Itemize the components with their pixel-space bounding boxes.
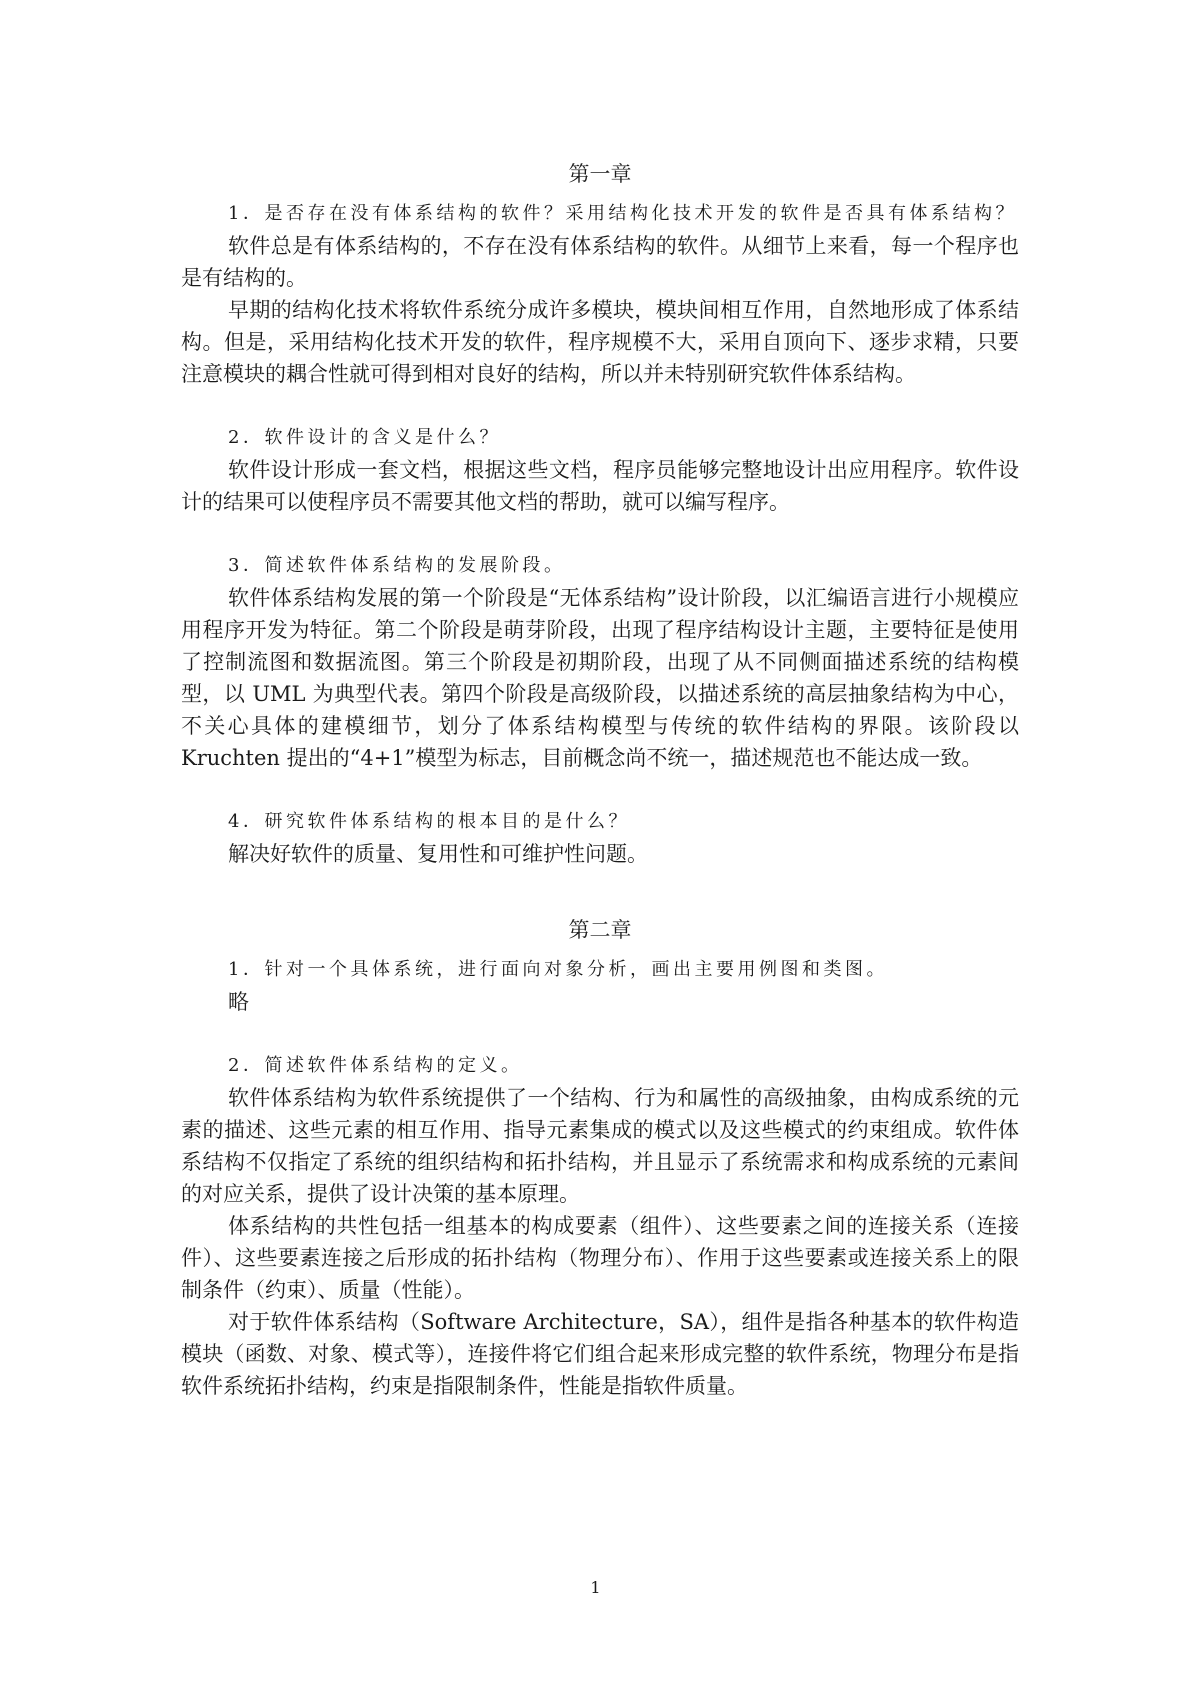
spacer — [181, 518, 1019, 550]
chapter-1-answer-2-paragraph-1: 软件设计形成一套文档，根据这些文档，程序员能够完整地设计出应用程序。软件设计的结果可以使程序员不需要其他文档的帮助，就可以编写程序。 — [181, 458, 1019, 514]
chapter-1-answer-1-paragraph-1: 软件总是有体系结构的，不存在没有体系结构的软件。从细节上来看，每一个程序也是有结构的。 — [181, 234, 1019, 290]
chapter-1-answer-3-paragraph-1: 软件体系结构发展的第一个阶段是“无体系结构”设计阶段，以汇编语言进行小规模应用程序开发为特征。第二个阶段是萌芽阶段，出现了程序结构设计主题，主要特征是使用了控制流图和数据流图。第三个阶段是初期阶段，出现了从不同侧面描述系统的结构模型，以 UML 为典型代表。第四个阶段是高级阶段，以描述系统的高层抽象结构为中心，不关心具体的建模细节，划分了体系结构模型与传统的软件结构的界限。该阶段以 Kruchten 提出的“4+1”模型为标志，目前概念尚不统一，描述规范也不能达成一致。 — [181, 586, 1019, 770]
chapter-1-answer-4-paragraph-1: 解决好软件的质量、复用性和可维护性问题。 — [228, 842, 648, 866]
chapter-2-answer-2-paragraph-1: 软件体系结构为软件系统提供了一个结构、行为和属性的高级抽象，由构成系统的元素的描述、这些元素的相互作用、指导元素集成的模式以及这些模式的约束组成。软件体系结构不仅指定了系统的组织结构和拓扑结构，并且显示了系统需求和构成系统的元素间的对应关系，提供了设计决策的基本原理。 — [181, 1086, 1019, 1206]
chapter-1-question-1: 1．是否存在没有体系结构的软件？采用结构化技术开发的软件是否具有体系结构？ — [228, 203, 1017, 224]
chapter-1-question-2: 2．软件设计的含义是什么？ — [228, 427, 501, 448]
chapter-2-answer-1-paragraph-1: 略 — [228, 990, 249, 1014]
chapter-1-title: 第一章 — [568, 162, 632, 186]
spacer — [181, 870, 1019, 906]
document-body — [181, 150, 1019, 1402]
spacer — [181, 774, 1019, 806]
chapter-2-question-1: 1．针对一个具体系统，进行面向对象分析，画出主要用例图和类图。 — [228, 959, 888, 980]
chapter-1-question-3: 3．简述软件体系结构的发展阶段。 — [228, 555, 566, 576]
chapter-1-answer-1-paragraph-2: 早期的结构化技术将软件系统分成许多模块，模块间相互作用，自然地形成了体系结构。但是，采用结构化技术开发的软件，程序规模不大，采用自顶向下、逐步求精，只要注意模块的耦合性就可得到相对良好的结构，所以并未特别研究软件体系结构。 — [181, 298, 1019, 386]
spacer — [181, 390, 1019, 422]
chapter-2-question-2: 2．简述软件体系结构的定义。 — [228, 1055, 523, 1076]
page-number: 1 — [590, 1578, 601, 1597]
chapter-2-answer-2-paragraph-3: 对于软件体系结构（Software Architecture，SA），组件是指各种基本的软件构造模块（函数、对象、模式等），连接件将它们组合起来形成完整的软件系统，物理分布是指软件系统拓扑结构，约束是指限制条件，性能是指软件质量。 — [181, 1310, 1019, 1398]
chapter-2-answer-2-paragraph-2: 体系结构的共性包括一组基本的构成要素（组件）、这些要素之间的连接关系（连接件）、这些要素连接之后形成的拓扑结构（物理分布）、作用于这些要素或连接关系上的限制条件（约束）、质量（性能）。 — [181, 1214, 1019, 1302]
chapter-2-title: 第二章 — [568, 918, 632, 942]
chapter-1-question-4: 4．研究软件体系结构的根本目的是什么？ — [228, 811, 630, 832]
spacer — [181, 1018, 1019, 1050]
